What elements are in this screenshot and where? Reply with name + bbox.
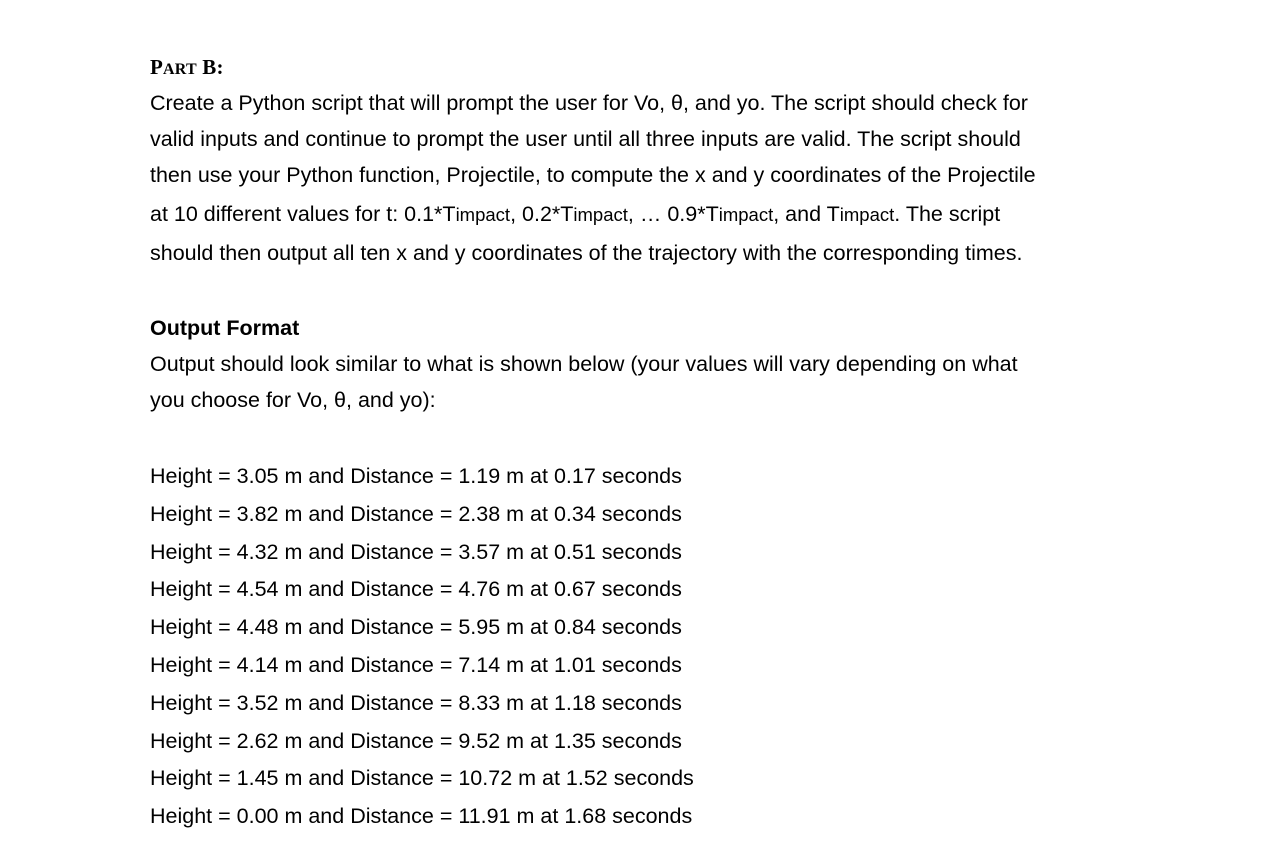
t-impact-subscript-2: impact (573, 204, 628, 225)
output-format-line-1: Output should look similar to what is shown below (your values will vary depending on what (150, 352, 1018, 376)
intro-line-1: Create a Python script that will prompt the user for Vo, θ, and yo. The script should check for (150, 91, 1028, 115)
output-line: Height = 4.32 m and Distance = 3.57 m at 0.51 seconds (150, 539, 682, 564)
intro-line-2: valid inputs and continue to prompt the user until all three inputs are valid. The script should (150, 127, 1021, 151)
sample-output-list (150, 458, 1150, 836)
output-line: Height = 4.48 m and Distance = 5.95 m at 0.84 seconds (150, 615, 682, 640)
t-impact-subscript-3: impact (718, 204, 774, 225)
spacer (150, 418, 1150, 458)
output-line: Height = 1.45 m and Distance = 10.72 m at 1.52 seconds (150, 766, 694, 791)
output-line: Height = 2.62 m and Distance = 9.52 m at 1.35 seconds (150, 728, 682, 753)
intro-line-4-part-e: . The script (894, 202, 1001, 226)
output-format-heading: Output Format (150, 316, 300, 340)
part-heading (150, 52, 1150, 85)
output-line: Height = 4.54 m and Distance = 4.76 m at 0.67 seconds (150, 577, 682, 602)
output-format-paragraph (150, 346, 1150, 418)
output-line: Height = 4.14 m and Distance = 7.14 m at 1.01 seconds (150, 652, 682, 677)
intro-line-4-part-a: at 10 different values for t: 0.1*T (150, 202, 456, 226)
output-line: Height = 3.82 m and Distance = 2.38 m at 0.34 seconds (150, 501, 682, 526)
output-line: Height = 0.00 m and Distance = 11.91 m at 1.68 seconds (150, 804, 693, 829)
intro-line-5: should then output all ten x and y coordinates of the trajectory with the corresponding times. (150, 241, 1023, 265)
output-line: Height = 3.52 m and Distance = 8.33 m at 1.18 seconds (150, 690, 682, 715)
intro-paragraph (150, 85, 1150, 271)
output-format-line-2: you choose for Vo, θ, and yo): (150, 388, 436, 412)
spacer (150, 271, 1150, 310)
intro-line-4-part-d: , and T (773, 202, 840, 226)
intro-line-4 (150, 193, 1150, 235)
document-page (150, 52, 1150, 836)
part-heading-first-letter: P (150, 55, 164, 79)
output-line: Height = 3.05 m and Distance = 1.19 m at 0.17 seconds (150, 464, 682, 488)
part-heading-small-caps: ART (163, 61, 197, 78)
intro-line-4-part-c: , … 0.9*T (627, 202, 719, 226)
t-impact-subscript-1: impact (455, 204, 511, 225)
part-heading-letter: B: (196, 55, 224, 79)
intro-line-3: then use your Python function, Projectile, to compute the x and y coordinates of the Projectile (150, 163, 1036, 187)
t-impact-subscript-4: impact (839, 204, 895, 225)
intro-line-4-part-b: , 0.2*T (510, 202, 574, 226)
